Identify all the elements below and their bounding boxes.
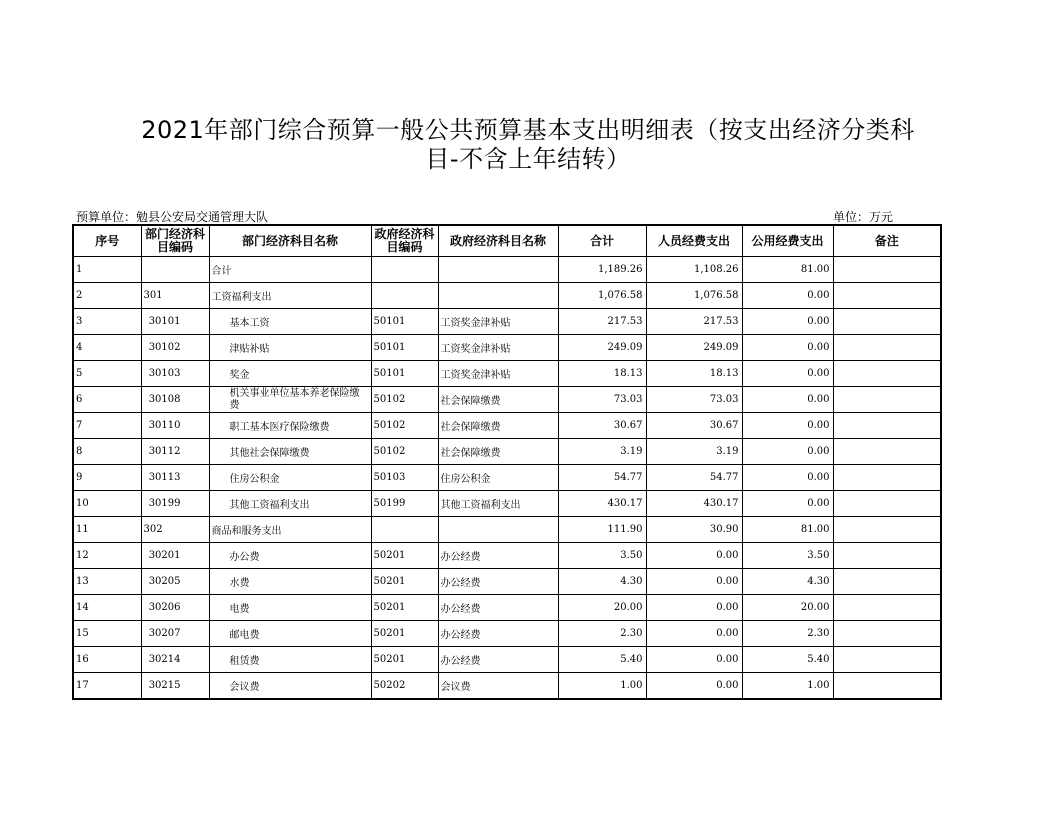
cell-note — [833, 595, 941, 621]
cell-dept-name: 邮电费 — [209, 621, 371, 647]
cell-dept-code: 30102 — [141, 335, 209, 361]
header-gov-code: 政府经济科目编码 — [371, 225, 438, 257]
cell-gov-code: 50103 — [371, 465, 438, 491]
cell-dept-code: 30201 — [141, 543, 209, 569]
cell-note — [833, 621, 941, 647]
cell-gov-name: 工资奖金津补贴 — [438, 335, 558, 361]
cell-dept-name: 其他社会保障缴费 — [209, 439, 371, 465]
table-row — [73, 257, 941, 283]
cell-dept-code: 301 — [141, 283, 209, 309]
cell-note — [833, 673, 941, 699]
cell-note — [833, 335, 941, 361]
cell-gov-code: 50201 — [371, 595, 438, 621]
cell-personnel: 0.00 — [646, 673, 742, 699]
cell-gov-name: 社会保障缴费 — [438, 439, 558, 465]
cell-public: 4.30 — [742, 569, 833, 595]
cell-total: 54.77 — [558, 465, 646, 491]
cell-gov-name: 社会保障缴费 — [438, 413, 558, 439]
table-row — [73, 621, 941, 647]
table-row — [73, 517, 941, 543]
cell-note — [833, 309, 941, 335]
cell-public: 0.00 — [742, 439, 833, 465]
table-row — [73, 569, 941, 595]
table-row — [73, 647, 941, 673]
cell-dept-name: 职工基本医疗保险缴费 — [209, 413, 371, 439]
cell-gov-name: 办公经费 — [438, 569, 558, 595]
cell-gov-code: 50101 — [371, 309, 438, 335]
cell-gov-name: 办公经费 — [438, 647, 558, 673]
cell-gov-code — [371, 257, 438, 283]
cell-dept-code: 30103 — [141, 361, 209, 387]
table-row — [73, 465, 941, 491]
table-row — [73, 361, 941, 387]
table-row — [73, 543, 941, 569]
cell-personnel: 3.19 — [646, 439, 742, 465]
cell-gov-name: 会议费 — [438, 673, 558, 699]
cell-gov-name: 其他工资福利支出 — [438, 491, 558, 517]
cell-gov-code: 50101 — [371, 361, 438, 387]
cell-seq: 10 — [73, 491, 141, 517]
header-dept-name: 部门经济科目名称 — [209, 225, 371, 257]
cell-dept-code: 30113 — [141, 465, 209, 491]
expenditure-table — [72, 224, 942, 700]
cell-note — [833, 465, 941, 491]
cell-gov-code: 50201 — [371, 543, 438, 569]
cell-dept-code: 30206 — [141, 595, 209, 621]
cell-personnel: 0.00 — [646, 543, 742, 569]
cell-gov-name: 办公经费 — [438, 621, 558, 647]
cell-gov-name — [438, 257, 558, 283]
cell-seq: 9 — [73, 465, 141, 491]
cell-dept-name: 商品和服务支出 — [209, 517, 371, 543]
cell-seq: 11 — [73, 517, 141, 543]
cell-note — [833, 413, 941, 439]
cell-personnel: 0.00 — [646, 647, 742, 673]
cell-dept-name: 水费 — [209, 569, 371, 595]
cell-dept-code: 302 — [141, 517, 209, 543]
table-row — [73, 491, 941, 517]
cell-dept-name: 机关事业单位基本养老保险缴费 — [209, 387, 371, 413]
cell-dept-name: 合计 — [209, 257, 371, 283]
title-line-2: 目-不含上年结转） — [425, 145, 631, 173]
cell-dept-name: 工资福利支出 — [209, 283, 371, 309]
cell-seq: 14 — [73, 595, 141, 621]
cell-dept-name: 基本工资 — [209, 309, 371, 335]
cell-total: 4.30 — [558, 569, 646, 595]
cell-seq: 15 — [73, 621, 141, 647]
cell-gov-code — [371, 517, 438, 543]
cell-public: 0.00 — [742, 335, 833, 361]
cell-personnel: 0.00 — [646, 595, 742, 621]
title-line-1: 2021年部门综合预算一般公共预算基本支出明细表（按支出经济分类科 — [141, 116, 915, 144]
cell-public: 1.00 — [742, 673, 833, 699]
cell-note — [833, 647, 941, 673]
cell-total: 30.67 — [558, 413, 646, 439]
cell-total: 5.40 — [558, 647, 646, 673]
cell-gov-name: 办公经费 — [438, 595, 558, 621]
table-row — [73, 439, 941, 465]
table-row — [73, 595, 941, 621]
page-title — [60, 116, 996, 174]
cell-public: 0.00 — [742, 465, 833, 491]
cell-dept-code: 30215 — [141, 673, 209, 699]
cell-seq: 12 — [73, 543, 141, 569]
table-body — [73, 257, 941, 699]
cell-total: 111.90 — [558, 517, 646, 543]
cell-personnel: 0.00 — [646, 621, 742, 647]
cell-note — [833, 283, 941, 309]
cell-total: 3.50 — [558, 543, 646, 569]
cell-personnel: 18.13 — [646, 361, 742, 387]
cell-total: 1,189.26 — [558, 257, 646, 283]
cell-public: 81.00 — [742, 257, 833, 283]
cell-gov-name: 住房公积金 — [438, 465, 558, 491]
cell-dept-code: 30101 — [141, 309, 209, 335]
cell-public: 3.50 — [742, 543, 833, 569]
cell-personnel: 30.67 — [646, 413, 742, 439]
cell-dept-name: 会议费 — [209, 673, 371, 699]
cell-personnel: 1,108.26 — [646, 257, 742, 283]
cell-gov-code: 50201 — [371, 647, 438, 673]
cell-public: 0.00 — [742, 361, 833, 387]
cell-total: 73.03 — [558, 387, 646, 413]
cell-gov-name: 社会保障缴费 — [438, 387, 558, 413]
cell-note — [833, 439, 941, 465]
cell-gov-code: 50102 — [371, 387, 438, 413]
cell-personnel: 217.53 — [646, 309, 742, 335]
cell-seq: 5 — [73, 361, 141, 387]
cell-seq: 2 — [73, 283, 141, 309]
cell-dept-name: 奖金 — [209, 361, 371, 387]
cell-personnel: 1,076.58 — [646, 283, 742, 309]
cell-total: 3.19 — [558, 439, 646, 465]
cell-personnel: 0.00 — [646, 569, 742, 595]
cell-dept-code: 30205 — [141, 569, 209, 595]
header-total: 合计 — [558, 225, 646, 257]
cell-seq: 3 — [73, 309, 141, 335]
cell-public: 0.00 — [742, 387, 833, 413]
cell-seq: 17 — [73, 673, 141, 699]
cell-public: 0.00 — [742, 491, 833, 517]
cell-seq: 4 — [73, 335, 141, 361]
cell-public: 2.30 — [742, 621, 833, 647]
cell-total: 430.17 — [558, 491, 646, 517]
budget-unit: 预算单位：勉县公安局交通管理大队 — [76, 210, 269, 224]
cell-total: 1,076.58 — [558, 283, 646, 309]
cell-public: 20.00 — [742, 595, 833, 621]
table-row — [73, 673, 941, 699]
cell-dept-name: 租赁费 — [209, 647, 371, 673]
cell-gov-code: 50199 — [371, 491, 438, 517]
cell-dept-code — [141, 257, 209, 283]
table-row — [73, 387, 941, 413]
cell-total: 1.00 — [558, 673, 646, 699]
cell-public: 5.40 — [742, 647, 833, 673]
cell-note — [833, 361, 941, 387]
cell-dept-code: 30214 — [141, 647, 209, 673]
cell-gov-code: 50201 — [371, 569, 438, 595]
cell-note — [833, 569, 941, 595]
cell-personnel: 249.09 — [646, 335, 742, 361]
cell-dept-name: 住房公积金 — [209, 465, 371, 491]
cell-gov-name — [438, 517, 558, 543]
cell-note — [833, 257, 941, 283]
cell-dept-code: 30207 — [141, 621, 209, 647]
cell-seq: 8 — [73, 439, 141, 465]
cell-public: 0.00 — [742, 413, 833, 439]
cell-note — [833, 543, 941, 569]
table-row — [73, 283, 941, 309]
cell-total: 249.09 — [558, 335, 646, 361]
cell-dept-name: 电费 — [209, 595, 371, 621]
cell-dept-name: 其他工资福利支出 — [209, 491, 371, 517]
header-dept-code: 部门经济科目编码 — [141, 225, 209, 257]
table-row — [73, 309, 941, 335]
cell-gov-name: 工资奖金津补贴 — [438, 361, 558, 387]
cell-seq: 16 — [73, 647, 141, 673]
cell-public: 0.00 — [742, 283, 833, 309]
header-public: 公用经费支出 — [742, 225, 833, 257]
cell-dept-code: 30199 — [141, 491, 209, 517]
cell-total: 18.13 — [558, 361, 646, 387]
cell-dept-name: 办公费 — [209, 543, 371, 569]
cell-personnel: 430.17 — [646, 491, 742, 517]
cell-public: 81.00 — [742, 517, 833, 543]
currency-unit: 单位：万元 — [833, 210, 894, 224]
cell-gov-code: 50102 — [371, 413, 438, 439]
cell-dept-code: 30108 — [141, 387, 209, 413]
cell-personnel: 73.03 — [646, 387, 742, 413]
header-seq: 序号 — [73, 225, 141, 257]
cell-gov-code: 50102 — [371, 439, 438, 465]
cell-gov-name: 工资奖金津补贴 — [438, 309, 558, 335]
cell-gov-code: 50202 — [371, 673, 438, 699]
cell-seq: 7 — [73, 413, 141, 439]
table-row — [73, 335, 941, 361]
cell-gov-code — [371, 283, 438, 309]
cell-total: 217.53 — [558, 309, 646, 335]
header-note: 备注 — [833, 225, 941, 257]
cell-note — [833, 491, 941, 517]
cell-dept-code: 30112 — [141, 439, 209, 465]
cell-note — [833, 517, 941, 543]
cell-total: 20.00 — [558, 595, 646, 621]
cell-gov-name: 办公经费 — [438, 543, 558, 569]
cell-dept-code: 30110 — [141, 413, 209, 439]
cell-personnel: 54.77 — [646, 465, 742, 491]
cell-gov-name — [438, 283, 558, 309]
cell-dept-name: 津贴补贴 — [209, 335, 371, 361]
cell-note — [833, 387, 941, 413]
cell-seq: 13 — [73, 569, 141, 595]
table-header-row — [73, 225, 941, 257]
cell-seq: 6 — [73, 387, 141, 413]
cell-seq: 1 — [73, 257, 141, 283]
cell-gov-code: 50101 — [371, 335, 438, 361]
cell-gov-code: 50201 — [371, 621, 438, 647]
cell-personnel: 30.90 — [646, 517, 742, 543]
header-gov-name: 政府经济科目名称 — [438, 225, 558, 257]
cell-total: 2.30 — [558, 621, 646, 647]
table-row — [73, 413, 941, 439]
cell-public: 0.00 — [742, 309, 833, 335]
header-personnel: 人员经费支出 — [646, 225, 742, 257]
